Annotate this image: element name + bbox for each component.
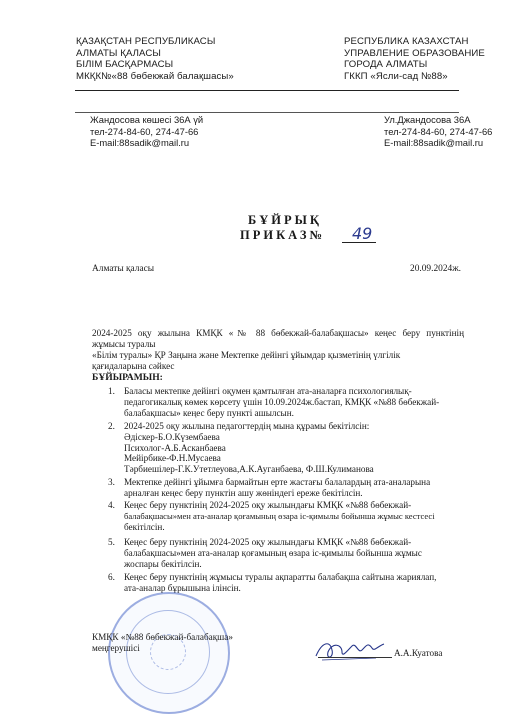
place: Алматы қаласы — [92, 264, 155, 274]
item-line: жоспары бекітілсін. — [124, 558, 202, 569]
item-line: Әдіскер-Б.О.Күзембаева — [124, 431, 220, 442]
header-right-line: УПРАВЛЕНИЕ ОБРАЗОВАНИЕ — [344, 47, 485, 59]
address-left-line: тел-274-84-60, 274-47-66 — [90, 125, 199, 137]
document-subtitle: ПРИКАЗ№ — [240, 228, 326, 242]
subject-line: 2024-2025 оқу жылына КМҚК «№ 88 бөбекжай-балабақшасы» кеңес беру пунктінің — [92, 328, 464, 338]
header-divider-bottom — [75, 112, 459, 113]
header-right-line: ГККП «Ясли-сад №88» — [344, 70, 448, 82]
order-word: БҰЙЫРАМЫН: — [92, 372, 163, 383]
address-left-line: E-mail:88sadik@mail.ru — [90, 137, 190, 149]
item-line: Мектепке дейінгі ұйымға бармайтын ерте жастағы балалардың ата-аналарына — [124, 477, 431, 487]
item-number: 3. — [108, 477, 115, 487]
list-item — [124, 537, 464, 569]
item-line: балабақшасы» кеңес беру пункті ашылсын. — [124, 407, 294, 418]
order-number-handwritten: 49 — [352, 224, 373, 243]
address-right-line: Ул.Джандосова 36А — [384, 114, 471, 125]
subject-line: жұмысы туралы — [92, 338, 156, 349]
address-right-line: E-mail:88sadik@mail.ru — [384, 137, 484, 149]
item-line: бекітілсін. — [124, 521, 165, 532]
header-right-line: ГОРОДА АЛМАТЫ — [344, 59, 428, 71]
signature-organization: КМҚК «№88 бөбекжай-балабақша» — [92, 632, 233, 642]
basis-line: «Білім туралы» ҚР Заңына және Мектепке дейінгі ұйымдар қызметінің үлгілік — [92, 350, 401, 360]
order-subject — [92, 328, 464, 350]
item-line: Баласы мектепке дейінгі оқумен қамтылған ата-аналарға психологиялық- — [124, 386, 412, 396]
header-left-line: МКҚК№«88 бөбекжай балақшасы» — [76, 70, 234, 82]
handwritten-signature — [312, 636, 388, 664]
item-line: Кеңес беру пунктінің 2024-2025 оқу жылындағы КМҚК «№88 бөбекжай- — [124, 537, 412, 547]
header-left-line: АЛМАТЫ ҚАЛАСЫ — [76, 47, 161, 59]
basis-line: қағидаларына сәйкес — [92, 360, 175, 371]
list-item — [124, 500, 464, 532]
address-left — [90, 114, 203, 149]
signature-line — [318, 657, 392, 658]
header-divider-top — [75, 90, 459, 91]
header-right-line: РЕСПУБЛИКА КАЗАХСТАН — [344, 36, 469, 47]
item-line: ата-аналар бұрышына ілінсін. — [124, 582, 241, 593]
header-left-line: БІЛІМ БАСҚАРМАСЫ — [76, 59, 174, 71]
item-line: Кеңес беру пунктінің 2024-2025 оқу жылындағы КМҚК «№88 бөбекжай- — [124, 500, 412, 510]
item-line: балабақшасы»мен ата-аналар қоғамының өзара іс-қимылы бойынша жұмыс — [124, 547, 422, 558]
document-title: БҰЙРЫҚ — [248, 213, 322, 227]
list-item — [124, 386, 464, 418]
item-line: балабақшасы»мен ата-аналар қоғамының өзара іс-қимылы бойынша жұмыс кестсесі — [124, 510, 435, 521]
item-number: 1. — [108, 386, 115, 396]
header-right — [344, 36, 485, 82]
item-line: арналған кеңес беру пунктін ашу жөніндегі ереже бекітілсін. — [124, 487, 363, 498]
item-line: Тәрбиешілер-Г.К.Утетлеуова,А.К.Ауганбаева, Ф.Ш.Кулиманова — [124, 464, 374, 475]
item-line: Психолог-А.Б.Асканбаева — [124, 442, 226, 453]
list-item — [124, 572, 464, 594]
item-number: 2. — [108, 421, 115, 431]
item-number: 5. — [108, 537, 115, 547]
address-right — [384, 114, 492, 149]
item-number: 4. — [108, 500, 115, 510]
header-left-line: ҚАЗАҚСТАН РЕСПУБЛИКАСЫ — [76, 36, 216, 47]
address-right-line: тел-274-84-60, 274-47-66 — [384, 125, 493, 137]
header-left — [76, 36, 234, 82]
date: 20.09.2024ж. — [410, 264, 462, 274]
list-item — [124, 421, 464, 475]
item-line: педагогикалық көмек көрсету үшін 10.09.2024ж.бастап, КМҚК «№88 бөбекжай- — [124, 396, 440, 407]
item-number: 6. — [108, 572, 115, 582]
item-line: Мейірбике-Ф.Н.Мусаева — [124, 453, 221, 464]
list-item — [124, 477, 464, 499]
signature-name: А.А.Куатова — [394, 648, 443, 658]
order-basis — [92, 350, 464, 372]
address-left-line: Жандосова көшесі 36А үй — [90, 114, 204, 125]
signature-position: меңгерушісі — [92, 643, 140, 653]
item-line: 2024-2025 оқу жылына педагогтердің мына құрамы бекітілсін: — [124, 421, 370, 431]
item-line: Кеңес беру пунктінің жұмысы туралы ақпаратты балабақша сайтына жариялап, — [124, 572, 437, 582]
